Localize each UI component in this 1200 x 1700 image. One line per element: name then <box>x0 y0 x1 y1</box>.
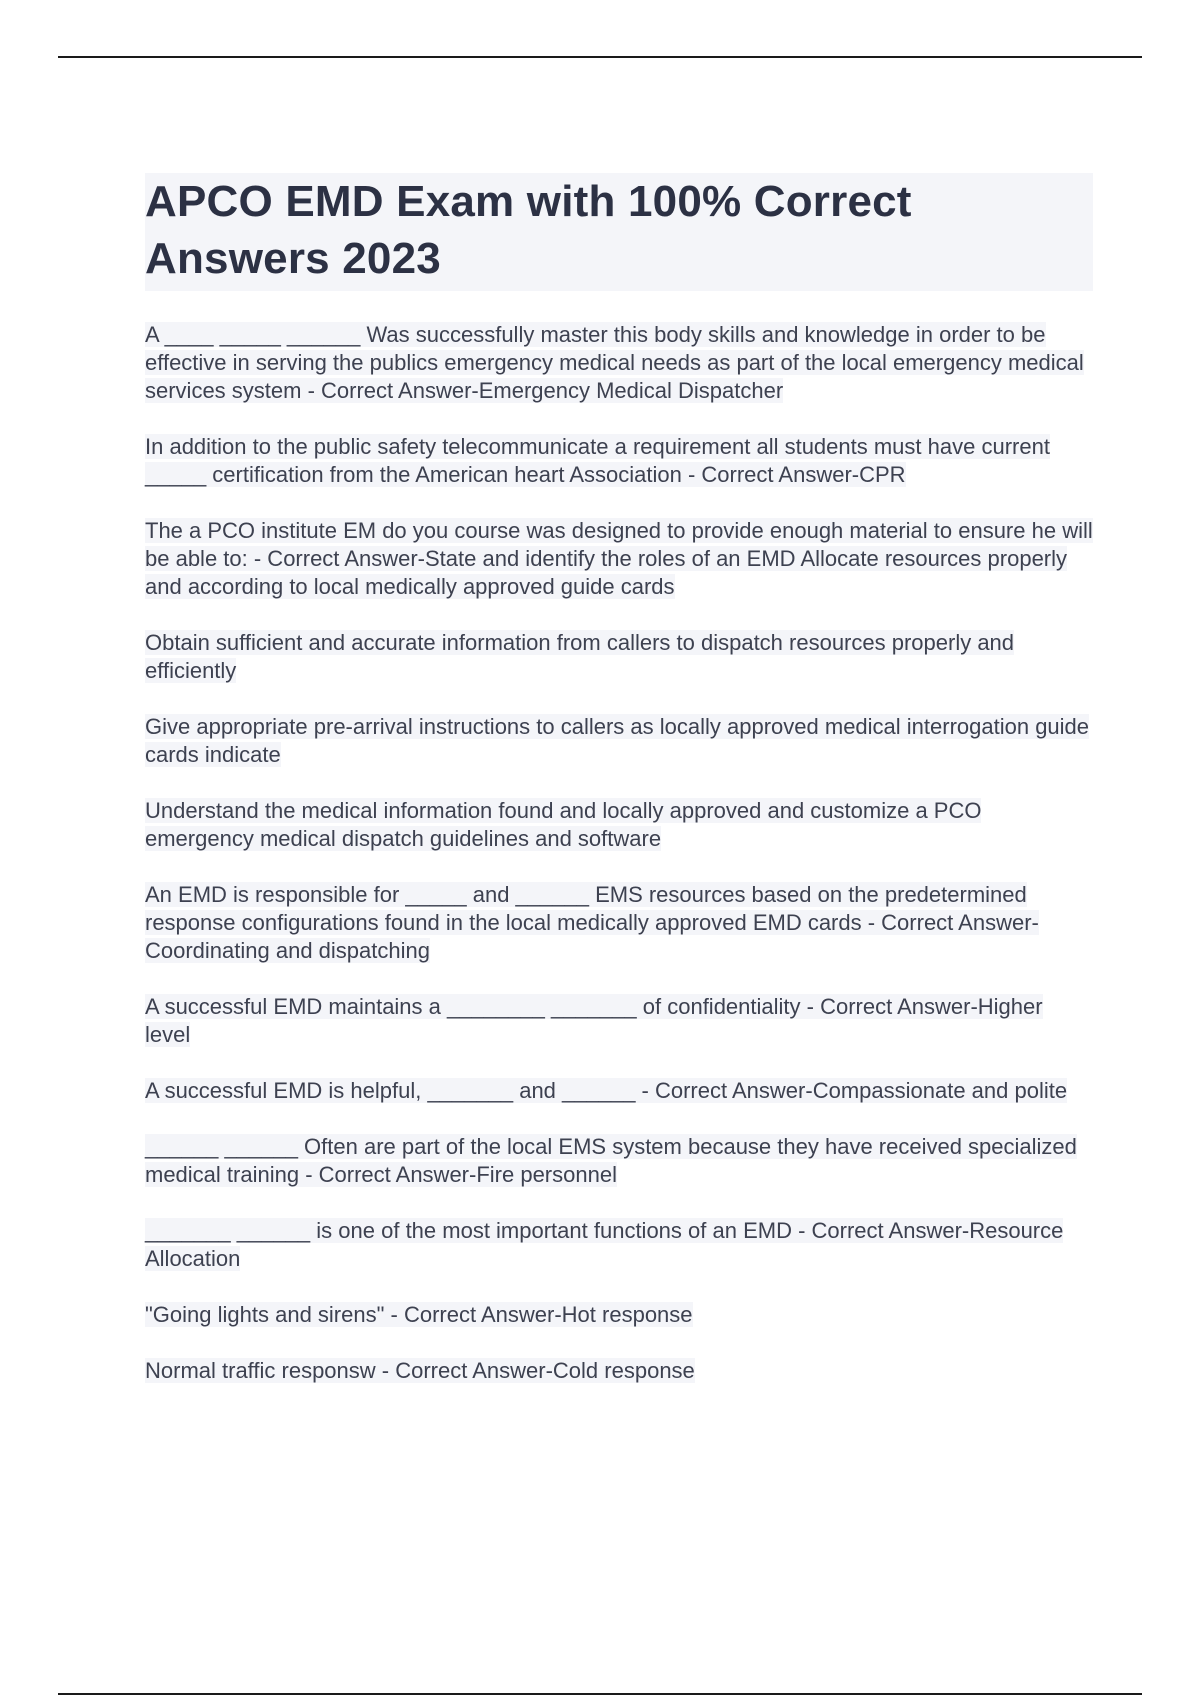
qa-item-2 <box>145 433 1093 489</box>
qa-item-11 <box>145 1217 1093 1273</box>
qa-item-8 <box>145 993 1093 1049</box>
qa-item-7 <box>145 881 1093 965</box>
qa-item-9 <box>145 1077 1093 1105</box>
qa-text: Normal traffic responsw - Correct Answer-Cold response <box>145 1358 695 1383</box>
qa-item-13 <box>145 1357 1093 1385</box>
qa-text: A successful EMD is helpful, _______ and ______ - Correct Answer-Compassionate and polite <box>145 1078 1068 1103</box>
qa-text: "Going lights and sirens" - Correct Answer-Hot response <box>145 1302 693 1327</box>
qa-text: Understand the medical information found and locally approved and customize a PCO emergency medical dispatch guidelines and software <box>145 798 982 851</box>
qa-item-10 <box>145 1133 1093 1189</box>
qa-item-12 <box>145 1301 1093 1329</box>
document-title: APCO EMD Exam with 100% Correct Answers 2023 <box>145 177 912 283</box>
qa-text: _______ ______ is one of the most important functions of an EMD - Correct Answer-Resource Allocation <box>145 1218 1064 1271</box>
qa-item-6 <box>145 797 1093 853</box>
qa-item-3 <box>145 517 1093 601</box>
title-block <box>145 173 1093 291</box>
qa-text: A ____ _____ ______ Was successfully master this body skills and knowledge in order to be effective in serving the publics emergency medical needs as part of the local emergency medical services system - Correct Answer-Emergency Medical Dispatcher <box>145 322 1084 403</box>
qa-text: The a PCO institute EM do you course was designed to provide enough material to ensure he will be able to: - Correct Answer-State and identify the roles of an EMD Allocate resources properly and according to local medically approved guide cards <box>145 518 1093 599</box>
footer-rule <box>58 1693 1142 1695</box>
qa-text: An EMD is responsible for _____ and ______ EMS resources based on the predetermined response configurations found in the local medically approved EMD cards - Correct Answer-Coordinating and dispatching <box>145 882 1039 963</box>
qa-text: Obtain sufficient and accurate information from callers to dispatch resources properly and efficiently <box>145 630 1015 683</box>
qa-item-4 <box>145 629 1093 685</box>
qa-text: A successful EMD maintains a ________ _______ of confidentiality - Correct Answer-Higher level <box>145 994 1043 1047</box>
qa-text: Give appropriate pre-arrival instructions to callers as locally approved medical interrogation guide cards indicate <box>145 714 1090 767</box>
qa-text: ______ ______ Often are part of the local EMS system because they have received specialized medical training - Correct Answer-Fire personnel <box>145 1134 1077 1187</box>
qa-text: In addition to the public safety telecommunicate a requirement all students must have current _____ certification from the American heart Association - Correct Answer-CPR <box>145 434 1050 487</box>
header-rule <box>58 56 1142 58</box>
qa-item-1 <box>145 321 1093 405</box>
document-body <box>145 173 1093 1413</box>
qa-item-5 <box>145 713 1093 769</box>
